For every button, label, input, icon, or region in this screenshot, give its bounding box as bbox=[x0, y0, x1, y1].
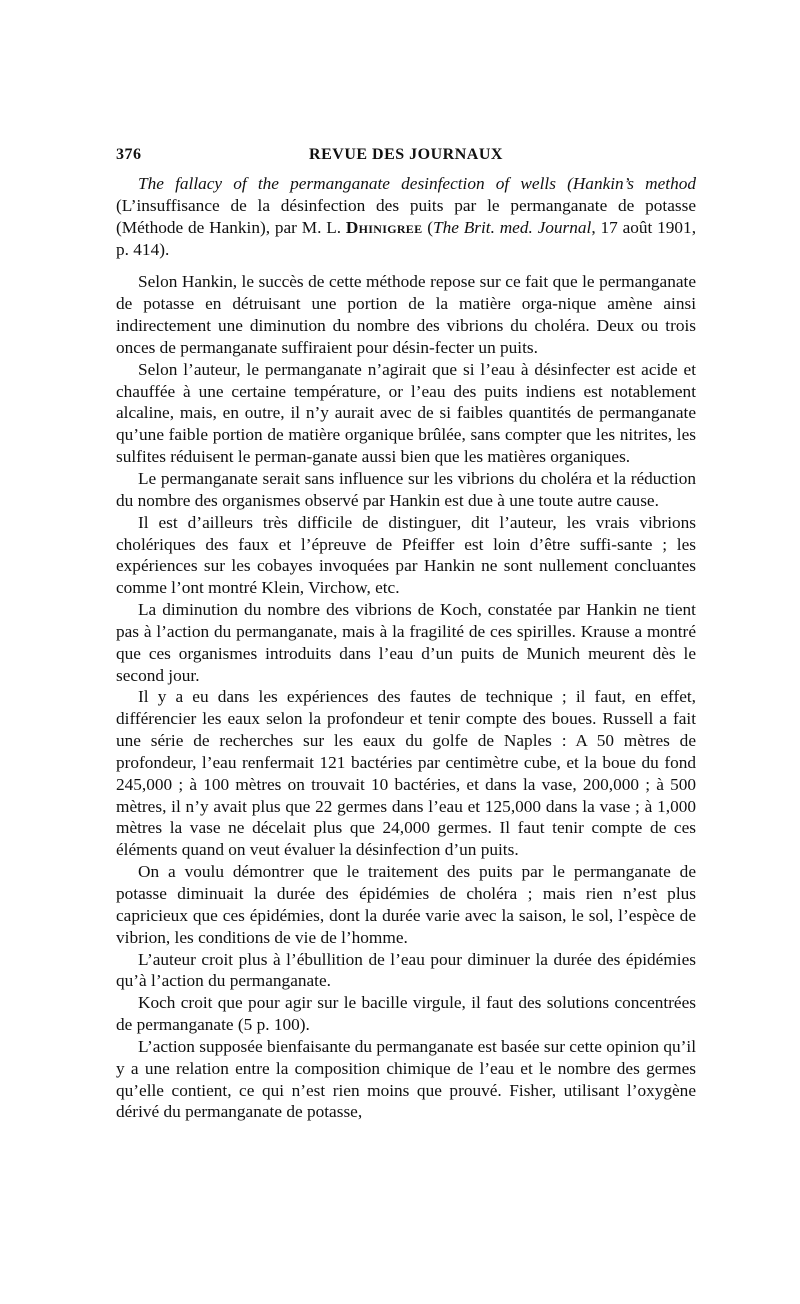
paragraph: L’action supposée bienfaisante du permanganate est basée sur cette opinion qu’il y a une relation entre la composition chimique de l’eau et le nombre des germes qu’elle contient, ce qui n’est rien moins que prouvé. Fisher, utilisant l’oxygène dérivé du permanganate de potasse, bbox=[116, 1036, 696, 1122]
paragraph: Selon Hankin, le succès de cette méthode repose sur ce fait que le permanganate de potasse en détruisant une portion de la matière orga-nique amène ainsi indirectement une diminution du nombre des vibrions du choléra. Deux ou trois onces de permanganate suffiraient pour désin-fecter un puits. bbox=[116, 272, 696, 357]
running-head bbox=[116, 146, 696, 170]
article-header bbox=[116, 173, 696, 260]
citation-open: ( bbox=[422, 217, 433, 237]
paragraph: Il est d’ailleurs très difficile de distinguer, dit l’auteur, les vrais vibrions cholériques des faux et l’épreuve de Pfeiffer est loin d’être suffi-sante ; les expériences sur les cobayes invoquées par Hankin ne sont nullement concluantes comme l’ont montré Klein, Virchow, etc. bbox=[116, 512, 696, 598]
page-number: 376 bbox=[116, 146, 142, 163]
article-title: The fallacy of the permanganate desinfection of wells (Hankin’s method bbox=[138, 174, 696, 193]
paragraph: L’auteur croit plus à l’ébullition de l’eau pour diminuer la durée des épidémies qu’à l’action du permanganate. bbox=[116, 949, 696, 991]
citation-details: , 17 août 1901, p. 414). bbox=[116, 217, 697, 259]
article-author: Dhinigree bbox=[345, 217, 423, 237]
paragraph: Il y a eu dans les expériences des fautes de technique ; il faut, en effet, différencier les eaux selon la profondeur et tenir compte des boues. Russell a fait une série de recherches sur les eaux du golfe de Naples : A 50 mètres de profondeur, l’eau renfermait 121 bactéries par centimètre cube, et la boue du fond 245,000 ; à 100 mètres on trouvait 10 bactéries, et dans la vase, 200,000 ; à 500 mètres, il n’y avait plus que 22 germes dans l’eau et 125,000 dans la vase ; à 1,000 mètres la vase ne décelait plus que 24,000 germes. Il faut tenir compte de ces éléments quand on veut évaluer la désinfection d’un puits. bbox=[116, 687, 696, 860]
paragraph: Le permanganate serait sans influence sur les vibrions du choléra et la réduction du nombre des organismes observé par Hankin est due à une toute autre cause. bbox=[116, 468, 696, 510]
article-body bbox=[116, 173, 696, 1123]
article-title-translation: (L’insuffisance de la désinfection des puits par le permanganate de potasse (Méthode de Hankin), par M. L. bbox=[116, 195, 696, 237]
paragraph: La diminution du nombre des vibrions de Koch, constatée par Hankin ne tient pas à l’action du permanganate, mais à la fragilité de ces spirilles. Krause a montré que ces organismes introduits dans l’eau d’un puits de Munich meurent dès le second jour. bbox=[116, 600, 696, 685]
paragraph: Koch croit que pour agir sur le bacille virgule, il faut des solutions concentrées de permanganate (5 p. 100). bbox=[116, 993, 696, 1035]
paragraph: On a voulu démontrer que le traitement des puits par le permanganate de potasse diminuait la durée des épidémies de choléra ; mais rien n’est plus capricieux que ces épidémies, dont la durée varie avec la saison, le sol, l’espèce de vibrion, les conditions de vie de l’homme. bbox=[116, 862, 696, 947]
paragraph: Selon l’auteur, le permanganate n’agirait que si l’eau à désinfecter est acide et chauffée à une certaine température, or l’eau des puits indiens est notablement alcaline, mais, en outre, il n’y aurait avec de si faibles quantités de permanganate qu’une faible portion de matière organique brûlée, sans compter que les nitrites, les sulfites réduisent le perman-ganate aussi bien que les matières organiques. bbox=[116, 359, 696, 467]
running-title: REVUE DES JOURNAUX bbox=[309, 146, 503, 163]
journal-name: The Brit. med. Journal bbox=[432, 217, 592, 237]
